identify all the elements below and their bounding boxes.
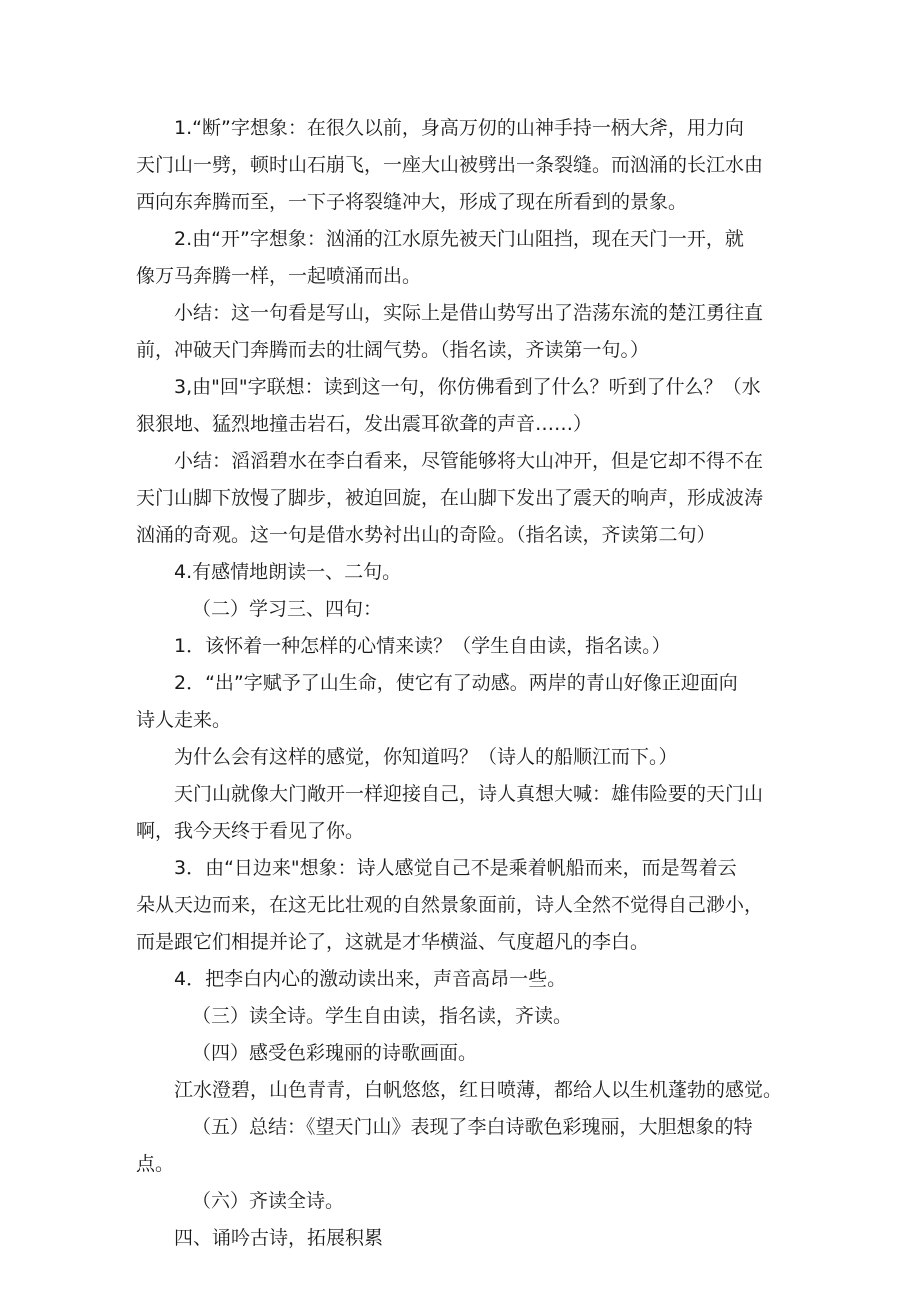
paragraph-10: [136, 739, 796, 776]
text-line: 像万马奔腾一样，一起喷涌而出。: [136, 265, 422, 287]
section-heading: [136, 1035, 796, 1072]
paragraph-6: [136, 554, 796, 591]
section-heading: [136, 591, 796, 628]
paragraph-2: [136, 221, 796, 295]
paragraph-1: [136, 110, 796, 221]
text-line: 狠狠地、猛烈地撞击岩石，发出震耳欲聋的声音……）: [136, 413, 593, 435]
text-line: 为什么会有这样的感觉，你知道吗？（诗人的船顺江而下。）: [174, 746, 678, 768]
chapter-heading: [136, 1220, 796, 1257]
text-line: 啊，我今天终于看见了你。: [136, 820, 365, 842]
text-line: 天门山一劈，顿时山石崩飞，一座大山被劈出一条裂缝。而汹涌的长江水由: [136, 154, 764, 176]
text-line: 2．“出”字赋予了山生命，使它有了动感。两岸的青山好像正迎面向: [174, 672, 738, 694]
text-line: （五）总结：《望天门山》表现了李白诗歌色彩瑰丽，大胆想象的特: [192, 1116, 753, 1138]
text-line: 4．把李白内心的激动读出来，声音高昂一些。: [174, 968, 567, 990]
text-line: 汹涌的奇观。这一句是借水势衬出山的奇险。（指名读，齐读第二句）: [136, 524, 716, 546]
text-line: 小结：这一句看是写山，实际上是借山势写出了浩荡东流的楚江勇往直: [174, 302, 764, 324]
text-line: 3．由“日边来"想象：诗人感觉自己不是乘着帆船而来，而是驾着云: [174, 857, 737, 879]
text-line: 而是跟它们相提并论了，这就是才华横溢、气度超凡的李白。: [136, 931, 650, 953]
paragraph-9: [136, 665, 796, 739]
text-line: 1.“断”字想象：在很久以前，身高万仞的山神手持一柄大斧，用力向: [174, 117, 744, 139]
document-body: [136, 110, 796, 1257]
paragraph-12: [136, 850, 796, 961]
text-line: （六）齐读全诗。: [192, 1190, 345, 1212]
text-line: 2.由“开”字想象：汹涌的江水原先被天门山阻挡，现在天门一开，就: [174, 228, 744, 250]
section-heading: [136, 1183, 796, 1220]
paragraph-3: [136, 295, 796, 369]
paragraph-5: [136, 443, 796, 554]
text-line: （二）学习三、四句：: [192, 598, 383, 620]
text-line: 3,由"回"字联想：读到这一句，你仿佛看到了什么？听到了什么？（水: [174, 376, 761, 398]
paragraph-8: [136, 628, 796, 665]
section-heading: [136, 998, 796, 1035]
text-line: 点。: [136, 1153, 175, 1175]
paragraph-11: [136, 776, 796, 850]
text-line: 天门山脚下放慢了脚步，被迫回旋，在山脚下发出了震天的响声，形成波涛: [136, 487, 764, 509]
text-line: 西向东奔腾而至，一下子将裂缝冲大，形成了现在所看到的景象。: [136, 191, 688, 213]
text-line: （三）读全诗。学生自由读，指名读，齐读。: [192, 1005, 573, 1027]
text-line: 4.有感情地朗读一、二句。: [174, 561, 402, 583]
text-line: （四）感受色彩瑰丽的诗歌画面。: [192, 1042, 478, 1064]
text-line: 小结：滔滔碧水在李白看来，尽管能够将大山冲开，但是它却不得不在: [174, 450, 764, 472]
text-line: 诗人走来。: [136, 709, 232, 731]
paragraph-13: [136, 961, 796, 998]
text-line: 江水澄碧，山色青青，白帆悠悠，红日喷薄，都给人以生机蓬勃的感觉。: [174, 1079, 783, 1101]
text-line: 朵从天边而来，在这无比壮观的自然景象面前，诗人全然不觉得自己渺小，: [136, 894, 764, 916]
section-heading: [136, 1109, 796, 1183]
paragraph-4: [136, 369, 796, 443]
text-line: 1．该怀着一种怎样的心情来读？（学生自由读，指名读。）: [174, 635, 671, 657]
text-line: 四、诵吟古诗，拓展积累: [174, 1227, 384, 1249]
paragraph-16: [136, 1072, 796, 1109]
text-line: 天门山就像大门敞开一样迎接自己，诗人真想大喊：雄伟险要的天门山: [174, 783, 764, 805]
text-line: 前，冲破天门奔腾而去的壮阔气势。（指名读，齐读第一句。）: [136, 339, 650, 361]
